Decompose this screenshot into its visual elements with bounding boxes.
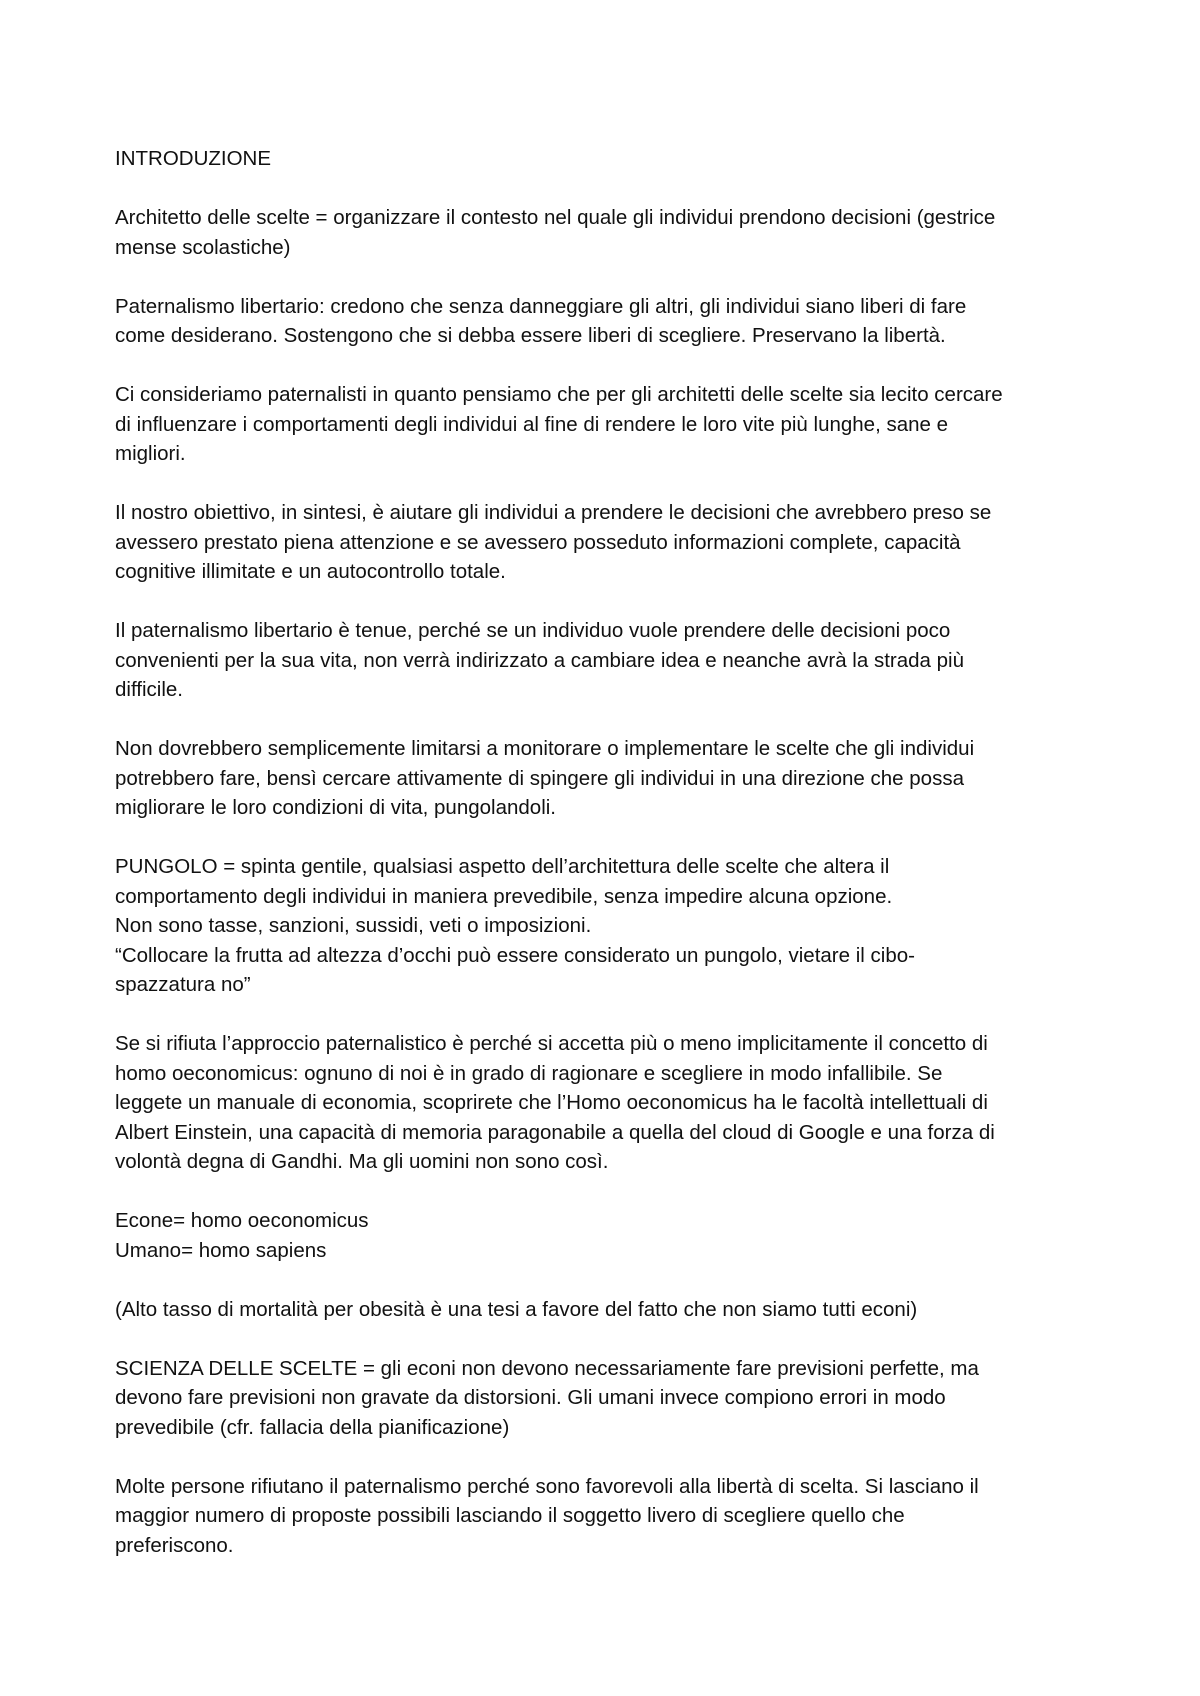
paragraph-obesita — [115, 1295, 1085, 1325]
text-line: spazzatura no” — [115, 973, 251, 996]
text-line: PUNGOLO = spinta gentile, qualsiasi aspetto dell’architettura delle scelte che altera il — [115, 855, 890, 878]
paragraph-monitorare — [115, 734, 1085, 823]
text-line: Econe= homo oeconomicus — [115, 1209, 369, 1232]
text-line: Non dovrebbero semplicemente limitarsi a monitorare o implementare le scelte che gli individui — [115, 737, 975, 760]
paragraph-scienza-scelte — [115, 1354, 1085, 1443]
text-line: (Alto tasso di mortalità per obesità è una tesi a favore del fatto che non siamo tutti econi) — [115, 1297, 918, 1321]
text-line: migliori. — [115, 442, 186, 465]
text-line: prevedibile (cfr. fallacia della pianificazione) — [115, 1415, 510, 1439]
text-line: leggete un manuale di economia, scoprirete che l’Homo oeconomicus ha le facoltà intellettuali di — [115, 1091, 988, 1114]
text-line: maggior numero di proposte possibili lasciando il soggetto livero di scegliere quello che — [115, 1504, 905, 1527]
text-line: Ci consideriamo paternalisti in quanto pensiamo che per gli architetti delle scelte sia lecito cercare — [115, 383, 1003, 406]
paragraph-obiettivo — [115, 498, 1085, 587]
text-line: potrebbero fare, bensì cercare attivamente di spingere gli individui in una direzione che possa — [115, 766, 964, 790]
paragraph-homo-oeconomicus — [115, 1029, 1085, 1177]
text-line: “Collocare la frutta ad altezza d’occhi può essere considerato un pungolo, vietare il cibo- — [115, 943, 915, 967]
text-line: Umano= homo sapiens — [115, 1238, 327, 1262]
text-line: mense scolastiche) — [115, 235, 291, 259]
section-heading — [115, 144, 1085, 174]
text-line: INTRODUZIONE — [115, 147, 272, 170]
paragraph-paternalismo — [115, 292, 1085, 351]
paragraph-paternalisti — [115, 380, 1085, 469]
text-line: Molte persone rifiutano il paternalismo perché sono favorevoli alla libertà di scelta. Si lasciano il — [115, 1474, 979, 1498]
paragraph-econe-umano — [115, 1206, 1085, 1265]
text-line: Il paternalismo libertario è tenue, perché se un individuo vuole prendere delle decisioni poco — [115, 619, 951, 642]
text-line: volontà degna di Gandhi. Ma gli uomini non sono così. — [115, 1150, 609, 1173]
text-line: migliorare le loro condizioni di vita, pungolandoli. — [115, 796, 557, 819]
text-line: comportamento degli individui in maniera prevedibile, senza impedire alcuna opzione. — [115, 884, 893, 908]
text-line: Architetto delle scelte = organizzare il contesto nel quale gli individui prendono decisioni (gestrice — [115, 206, 996, 229]
text-line: Non sono tasse, sanzioni, sussidi, veti o imposizioni. — [115, 914, 592, 937]
paragraph-pungolo — [115, 852, 1085, 1000]
paragraph-architetto — [115, 203, 1085, 262]
text-line: convenienti per la sua vita, non verrà indirizzato a cambiare idea e neanche avrà la strada più — [115, 648, 964, 672]
paragraph-liberta-scelta — [115, 1472, 1085, 1561]
text-line: come desiderano. Sostengono che si debba essere liberi di scegliere. Preservano la libertà. — [115, 324, 946, 347]
text-line: difficile. — [115, 678, 183, 701]
text-line: Albert Einstein, una capacità di memoria paragonabile a quella del cloud di Google e una forza di — [115, 1120, 995, 1144]
text-line: SCIENZA DELLE SCELTE = gli econi non devono necessariamente fare previsioni perfette, ma — [115, 1356, 979, 1380]
text-line: homo oeconomicus: ognuno di noi è in grado di ragionare e scegliere in modo infallibile. Se — [115, 1061, 943, 1085]
document-page — [115, 144, 1085, 1590]
text-line: preferiscono. — [115, 1533, 234, 1557]
text-line: devono fare previsioni non gravate da distorsioni. Gli umani invece compiono errori in modo — [115, 1386, 946, 1409]
text-line: Se si rifiuta l’approccio paternalistico è perché si accetta più o meno implicitamente il concetto di — [115, 1032, 988, 1055]
paragraph-tenue — [115, 616, 1085, 705]
text-line: avessero prestato piena attenzione e se avessero posseduto informazioni complete, capacità — [115, 530, 961, 554]
text-line: di influenzare i comportamenti degli individui al fine di rendere le loro vite più lunghe, sane e — [115, 412, 949, 436]
text-line: cognitive illimitate e un autocontrollo totale. — [115, 560, 506, 583]
text-line: Il nostro obiettivo, in sintesi, è aiutare gli individui a prendere le decisioni che avrebbero preso se — [115, 501, 992, 524]
text-line: Paternalismo libertario: credono che senza danneggiare gli altri, gli individui siano liberi di fare — [115, 294, 967, 318]
